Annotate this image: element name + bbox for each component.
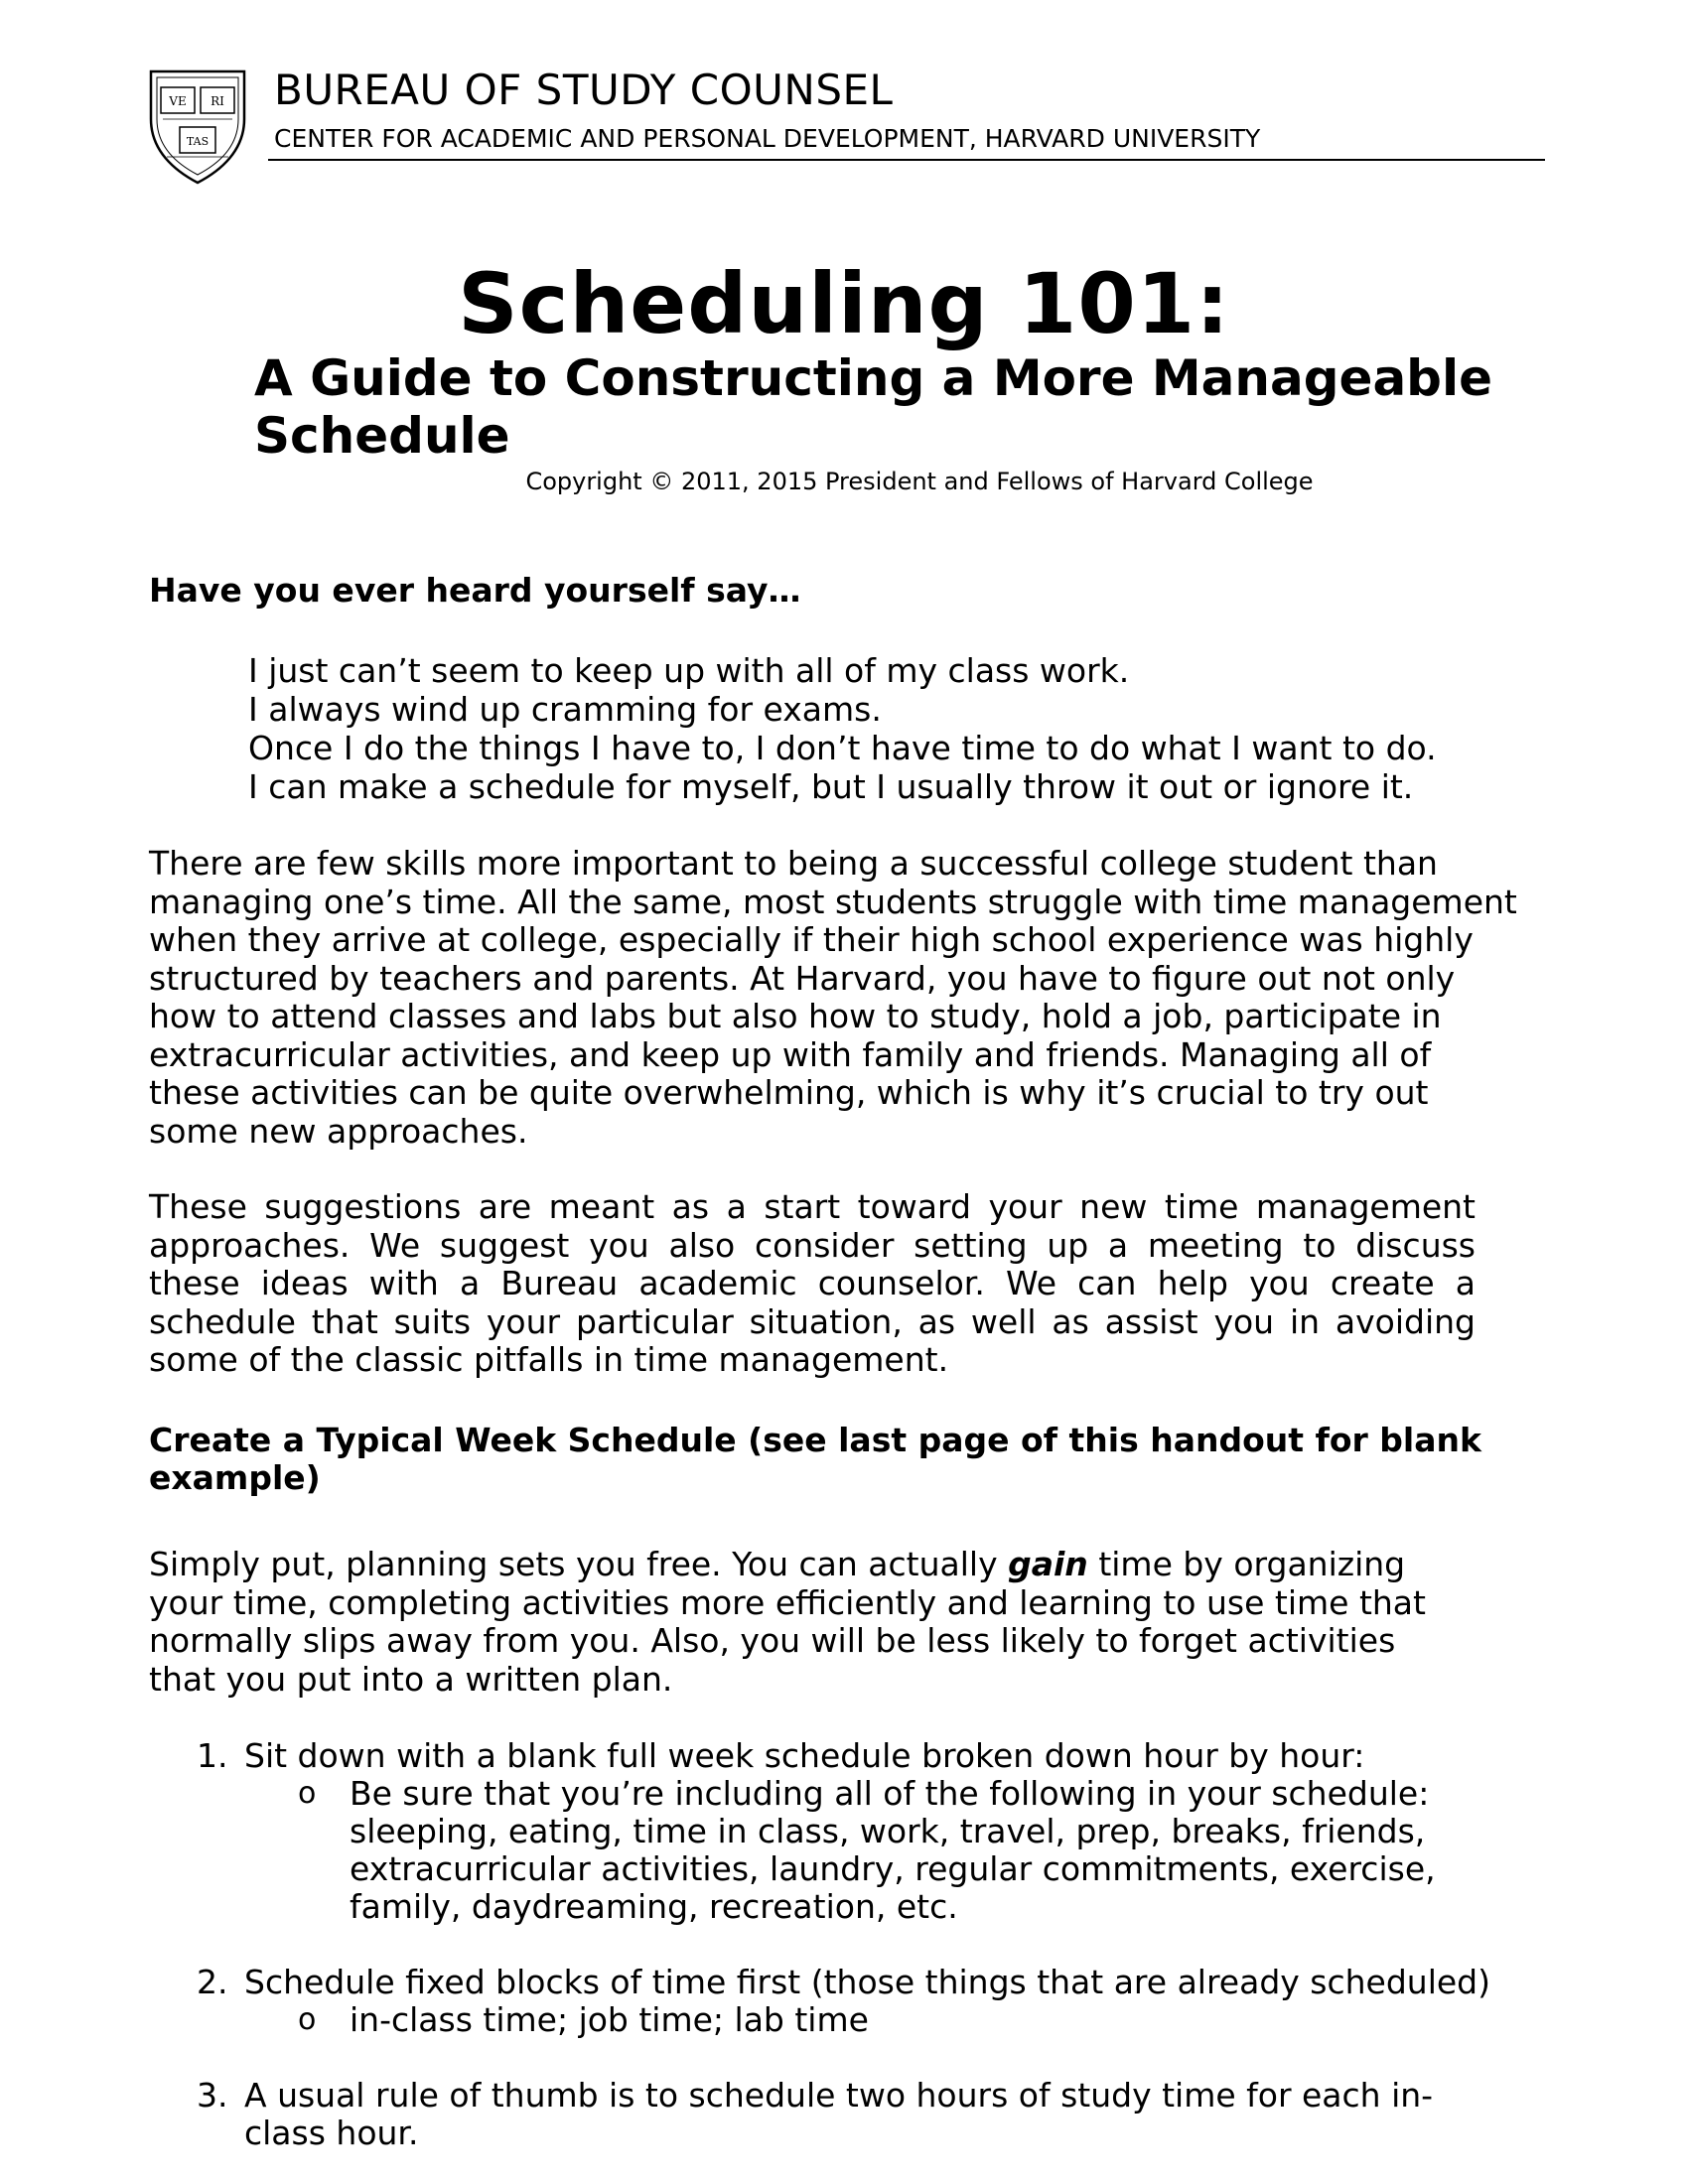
step-number: 3. bbox=[197, 2076, 228, 2115]
list-item bbox=[197, 1737, 1575, 1775]
hollow-bullet: o bbox=[298, 2002, 317, 2037]
crest-book-left: VE bbox=[169, 94, 187, 108]
harvard-crest-logo bbox=[147, 68, 248, 187]
list-item bbox=[197, 1964, 1575, 2001]
step-text: Sit down with a blank full week schedule broken down hour by hour: bbox=[244, 1736, 1365, 1775]
quote-item: Once I do the things I have to, I don’t have time to do what I want to do. bbox=[248, 729, 1437, 767]
planning-text-after: time by organizing your time, completing activities more efficiently and learning to use time that normally slips away from you. Also, you will be less likely to forget activities that you put into a written plan. bbox=[149, 1545, 1426, 1699]
quote-item: I always wind up cramming for exams. bbox=[248, 690, 882, 729]
page-subtitle: A Guide to Constructing a More Manageable Schedule bbox=[254, 349, 1493, 465]
quote-list bbox=[248, 651, 1437, 806]
sub-list-item bbox=[298, 2000, 1531, 2039]
step-list bbox=[197, 1737, 1575, 2152]
step-number: 1. bbox=[197, 1736, 228, 1775]
sub-item-text: in-class time; job time; lab time bbox=[350, 2000, 869, 2039]
org-subtitle: CENTER FOR ACADEMIC AND PERSONAL DEVELOPMENT, HARVARD UNIVERSITY bbox=[274, 124, 1261, 153]
step-text: Schedule fixed blocks of time first (those things that are already scheduled) bbox=[244, 1963, 1490, 2001]
header-divider bbox=[268, 159, 1545, 161]
paragraph-planning bbox=[149, 1546, 1440, 1699]
section-heading-typical-week: Create a Typical Week Schedule (see last page of this handout for blank example) bbox=[149, 1421, 1481, 1497]
paragraph-suggestions: These suggestions are meant as a start toward your new time management approaches. We suggest you also consider setting up a meeting to discuss these ideas with a Bureau academic counselor. We can help you create a schedule that suits your particular situation, as well as assist you in avoiding some of the classic pitfalls in time management. bbox=[149, 1187, 1476, 1379]
sub-list-item bbox=[298, 1774, 1531, 1926]
step-text: A usual rule of thumb is to schedule two hours of study time for each in-class hour. bbox=[244, 2076, 1434, 2152]
list-item bbox=[197, 2077, 1495, 2152]
planning-text-before: Simply put, planning sets you free. You can actually bbox=[149, 1545, 998, 1583]
page-title: Scheduling 101: bbox=[458, 255, 1230, 352]
quote-item: I just can’t seem to keep up with all of my class work. bbox=[248, 651, 1130, 690]
section-heading-heard-yourself: Have you ever heard yourself say… bbox=[149, 571, 801, 610]
hollow-bullet: o bbox=[298, 1776, 317, 1811]
sub-item-text: Be sure that you’re including all of the following in your schedule: sleeping, eating, time in class, work, travel, prep, breaks, friends, extracurricular activities, laundry, regular commitments, exercise, family, daydreaming, recreation, etc. bbox=[350, 1774, 1436, 1926]
copyright-notice: Copyright © 2011, 2015 President and Fellows of Harvard College bbox=[525, 468, 1314, 495]
org-name: BUREAU OF STUDY COUNSEL bbox=[274, 66, 894, 114]
crest-book-right: RI bbox=[211, 94, 224, 108]
crest-book-bottom: TAS bbox=[186, 135, 210, 148]
planning-emphasis: gain bbox=[1008, 1545, 1088, 1583]
quote-item: I can make a schedule for myself, but I usually throw it out or ignore it. bbox=[248, 767, 1414, 806]
step-number: 2. bbox=[197, 1963, 228, 2001]
paragraph-intro: There are few skills more important to being a successful college student than managing one’s time. All the same, most students struggle with time management when they arrive at college, especially if their high school experience was highly structured by teachers and parents. At Harvard, you have to figure out not only how to attend classes and labs but also how to study, hold a job, participate in extracurricular activities, and keep up with family and friends. Managing all of these activities can be quite overwhelming, which is why it’s crucial to try out some new approaches. bbox=[149, 844, 1517, 1151]
